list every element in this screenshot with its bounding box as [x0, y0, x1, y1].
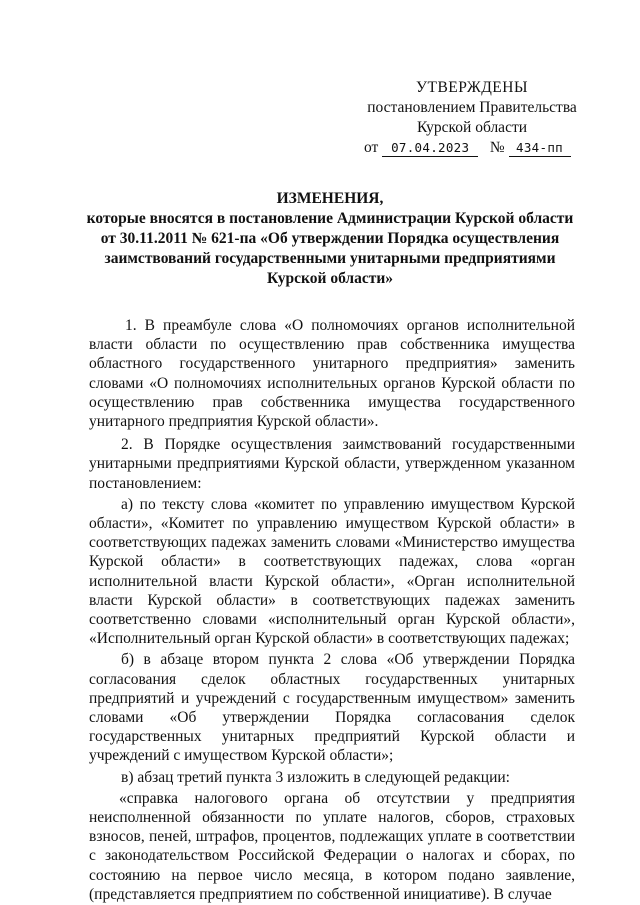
date-prefix: от	[364, 139, 379, 156]
approval-title: УТВЕРЖДЕНЫ	[416, 79, 528, 96]
document-body	[89, 316, 575, 904]
subparagraph-a: а) по тексту слова «комитет по управлению имуществом Курской области», «Комитет по управлению имуществом Курской области» в соответствующих падежах заменить словами «Министерство имущества Курской области» в соответствующих падежах, слова «орган исполнительной власти Курской области», «Орган исполнительной власти Курской области» в соответствующих падежах заменить соответственно словами «исполнительный орган Курской области», «Исполнительный орган Курской области» в соответствующих падежах;	[89, 495, 575, 648]
heading-line-3: заимствований государственными унитарными предприятиями	[104, 250, 556, 267]
paragraph-2: 2. В Порядке осуществления заимствований государственными унитарными предприятиями Курской области, утвержденном указанном постановлением:	[89, 436, 575, 492]
quoted-paragraph: «справка налогового органа об отсутствии у предприятия неисполненной обязанности по уплате налогов, сборов, страховых взносов, пеней, штрафов, процентов, подлежащих уплате в соответствии с законодательством Российской Федерации о налогах и сборах, по состоянию на первое число месяца, в котором подано заявление, (представляется предприятием по собственной инициативе). В случае	[89, 789, 575, 903]
heading-line-1: которые вносятся в постановление Администрации Курской области	[86, 210, 574, 227]
approval-date: 07.04.2023	[382, 140, 478, 157]
heading-title: ИЗМЕНЕНИЯ,	[276, 190, 384, 207]
subparagraph-c: в) абзац третий пункта 3 изложить в следующей редакции:	[121, 768, 510, 786]
approval-region-line: Курской области	[416, 119, 528, 136]
approval-stamp	[362, 78, 582, 158]
approval-date-line	[364, 138, 582, 158]
subparagraph-b: б) в абзаце втором пункта 2 слова «Об утверждении Порядка согласования сделок областных государственных унитарных предприятий и учреждений с государственным имуществом» заменить словами «Об утверждении Порядка согласования сделок государственных унитарных предприятий Курской области и учреждений с имуществом Курской области»;	[89, 651, 575, 765]
heading-line-4: Курской области»	[266, 270, 394, 287]
paragraph-1: 1. В преамбуле слова «О полномочиях органов исполнительной власти области по осуществлению прав собственника имущества областного государственного унитарного предприятия» заменить словами «О полномочиях исполнительных органов Курской области по осуществлению прав собственника имущества государственного унитарного предприятия Курской области».	[89, 317, 575, 431]
heading-line-2: от 30.11.2011 № 621-па «Об утверждении Порядка осуществления	[100, 230, 560, 247]
document-heading	[60, 189, 600, 289]
approval-number: 434-пп	[509, 140, 571, 157]
approval-issuer-line: постановлением Правительства	[367, 99, 577, 116]
number-prefix: №	[489, 139, 505, 156]
